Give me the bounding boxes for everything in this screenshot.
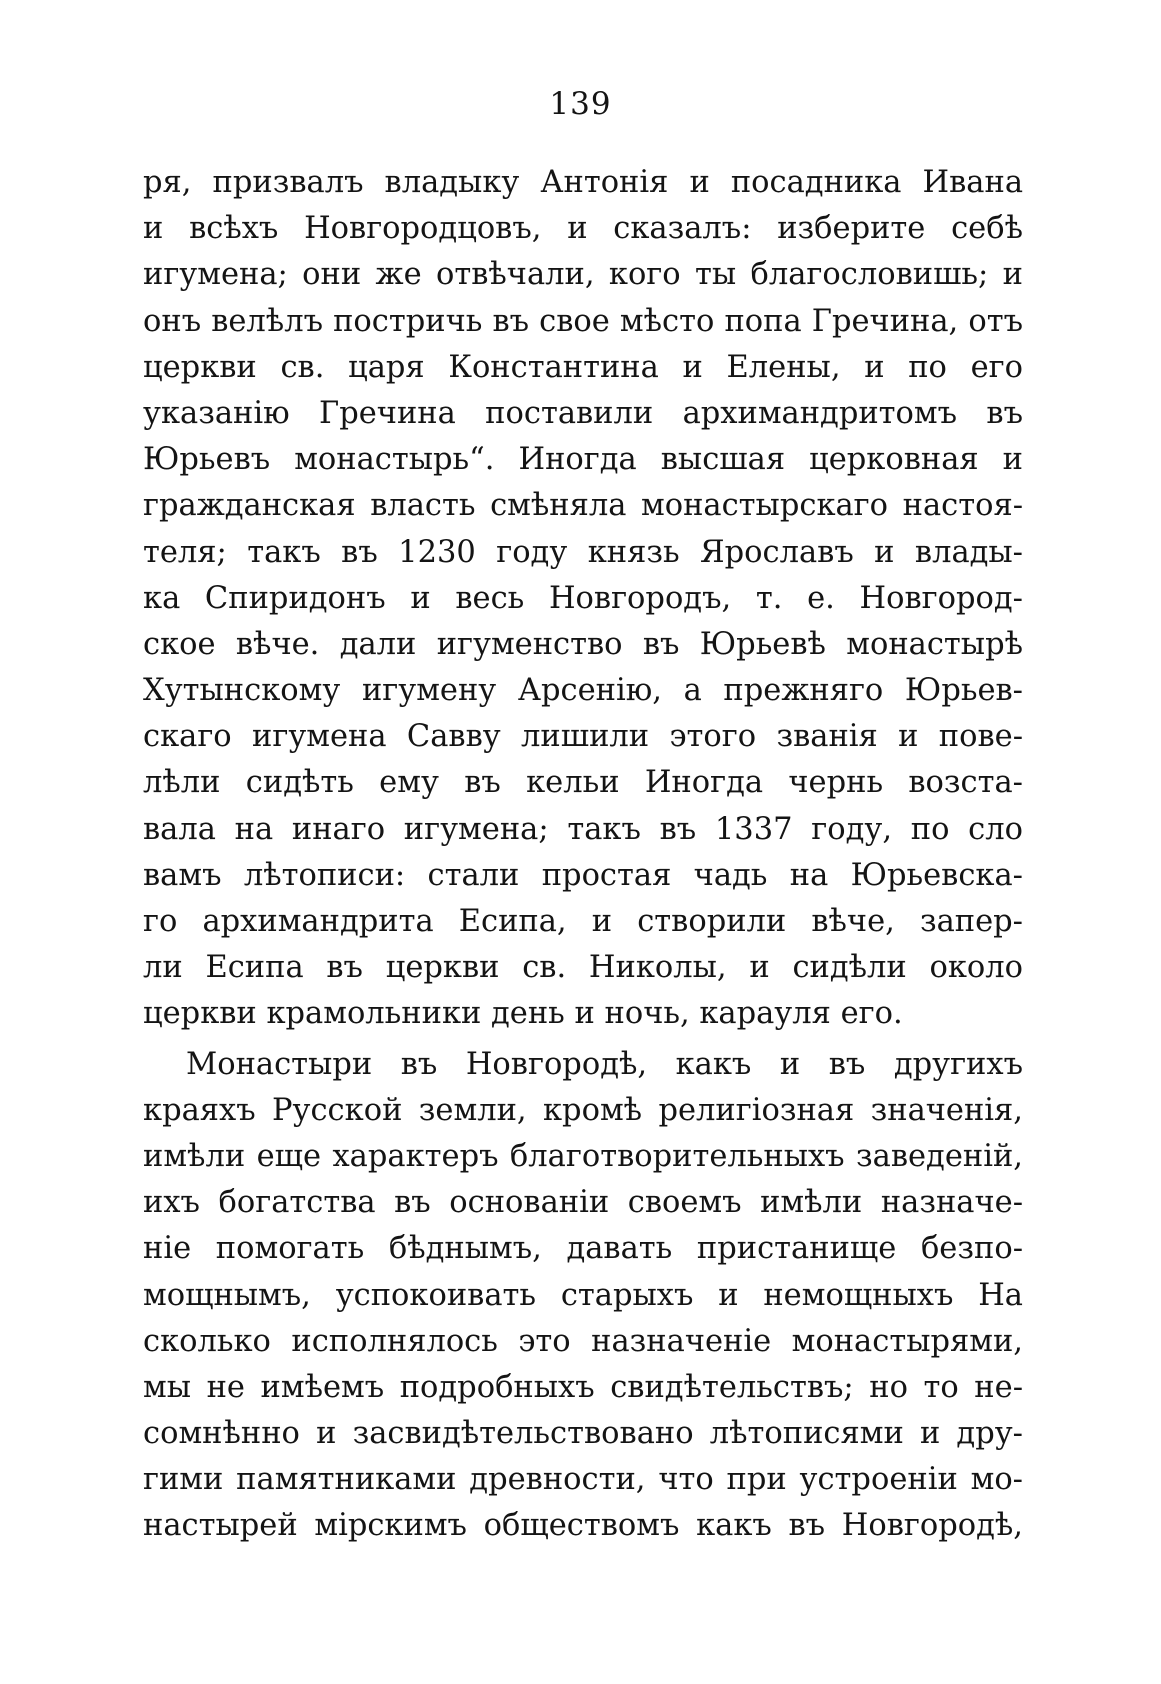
text-line: церкви крамольники день и ночь, карауля его. <box>143 996 903 1032</box>
body-text <box>143 160 1023 1550</box>
text-line: онъ велѣлъ постричь въ свое мѣсто попа Гречина, отъ <box>143 303 1023 339</box>
text-line: ря, призвалъ владыку Антонія и посадника Ивана <box>143 165 1023 200</box>
text-line: мощнымъ, успокоивать старыхъ и немощныхъ На <box>143 1277 1023 1313</box>
text-line: скаго игумена Савву лишили этого званія и пове- <box>143 719 1023 755</box>
text-line: Монастыри въ Новгородѣ, какъ и въ другихъ <box>186 1046 1023 1082</box>
text-line: теля; такъ въ 1230 году князь Ярославъ и влады- <box>143 534 1023 570</box>
text-line: указанію Гречина поставили архимандритомъ въ <box>143 395 1023 431</box>
text-line: ли Есипа въ церкви св. Николы, и сидѣли около <box>143 950 1023 986</box>
text-line: краяхъ Русской земли, кромѣ религіозная значенія, <box>143 1092 1023 1128</box>
text-line: ское вѣче. дали игуменство въ Юрьевѣ монастырѣ <box>143 626 1023 662</box>
text-line: Юрьевъ монастырь“. Иногда высшая церковная и <box>143 442 1023 478</box>
paragraph-2 <box>143 1042 1023 1550</box>
text-line: вамъ лѣтописи: стали простая чадь на Юрьевска- <box>143 857 1023 893</box>
text-line: имѣли еще характеръ благотворительныхъ заведеній, <box>143 1138 1023 1174</box>
paragraph-1 <box>143 160 1023 1038</box>
text-line: вала на инаго игумена; такъ въ 1337 году, по сло <box>143 811 1023 847</box>
text-line: мы не имѣемъ подробныхъ свидѣтельствъ; но то не- <box>143 1369 1023 1405</box>
text-line: ихъ богатства въ основаніи своемъ имѣли назначе- <box>143 1185 1023 1221</box>
text-line: лѣли сидѣть ему въ кельи Иногда чернь возста- <box>143 765 1023 801</box>
text-line: игумена; они же отвѣчали, кого ты благословишь; и <box>143 257 1023 293</box>
text-line: церкви св. царя Константина и Елены, и по его <box>143 349 1023 385</box>
text-line: гими памятниками древности, что при устроеніи мо- <box>143 1462 1023 1498</box>
text-line: ніе помогать бѣднымъ, давать пристанище безпо- <box>143 1231 1023 1267</box>
text-line: сомнѣнно и засвидѣтельствовано лѣтописями и дру- <box>143 1416 1023 1452</box>
text-line: и всѣхъ Новгородцовъ, и сказалъ: изберите себѣ <box>143 211 1023 247</box>
text-line: го архимандрита Есипа, и створили вѣче, запер- <box>143 904 1023 939</box>
text-line: ка Спиридонъ и весь Новгородъ, т. е. Новгород- <box>143 580 1023 616</box>
text-line: настырей мірскимъ обществомъ какъ въ Новгородѣ, <box>143 1508 1023 1544</box>
page-number: 139 <box>549 86 612 122</box>
text-line: гражданская власть смѣняла монастырскаго настоя- <box>143 488 1023 524</box>
text-line: сколько исполнялось это назначеніе монастырями, <box>143 1323 1023 1359</box>
text-line: Хутынскому игумену Арсенію, а прежняго Юрьев- <box>143 673 1023 709</box>
